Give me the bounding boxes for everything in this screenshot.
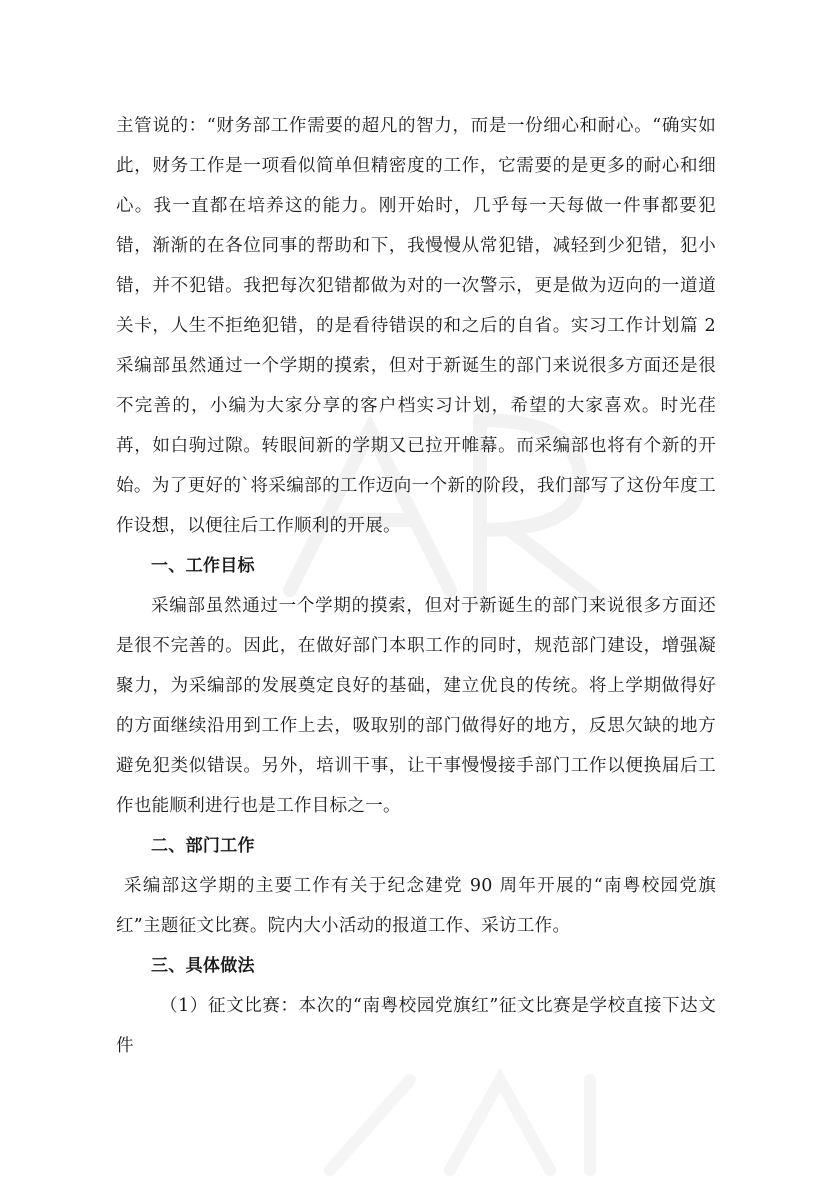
paragraph-department-work: 采编部这学期的主要工作有关于纪念建党 90 周年开展的“南粤校园党旗红”主题征文比赛。院内大小活动的报道工作、采访工作。	[116, 876, 716, 936]
paragraph-work-goals: 采编部虽然通过一个学期的摸索，但对于新诞生的部门来说很多方面还是很不完善的。因此，在做好部门本职工作的同时，规范部门建设，增强凝聚力，为采编部的发展奠定良好的基础，建立优良的传统。将上学期做得好的方面继续沿用到工作上去，吸取别的部门做得好的地方，反思欠缺的地方避免犯类似错误。另外，培训干事，让干事慢慢接手部门工作以便换届后工作也能顺利进行也是工作目标之一。	[116, 596, 716, 816]
heading-work-goals: 一、工作目标	[151, 556, 255, 576]
heading-department-work: 二、部门工作	[151, 836, 255, 856]
paragraph-essay-contest: （1）征文比赛：本次的“南粤校园党旗红”征文比赛是学校直接下达文件	[116, 996, 716, 1056]
heading-specific-methods: 三、具体做法	[151, 956, 255, 976]
document-body	[116, 106, 716, 1066]
paragraph-intro: 主管说的：“财务部工作需要的超凡的智力，而是一份细心和耐心。“确实如此，财务工作是一项看似简单但精密度的工作，它需要的是更多的耐心和细心。我一直都在培养这的能力。刚开始时，几乎每一天每做一件事都要犯错，渐渐的在各位同事的帮助和下，我慢慢从常犯错，减轻到少犯错，犯小错，并不犯错。我把每次犯错都做为对的一次警示，更是做为迈向的一道道关卡，人生不拒绝犯错，的是看待错误的和之后的自省。实习工作计划篇 2 采编部虽然通过一个学期的摸索，但对于新诞生的部门来说很多方面还是很不完善的，小编为大家分享的客户档实习计划，希望的大家喜欢。时光荏苒，如白驹过隙。转眼间新的学期又已拉开帷幕。而采编部也将有个新的开始。为了更好的`将采编部的工作迈向一个新的阶段，我们部写了这份年度工作设想，以便往后工作顺利的开展。	[116, 116, 716, 536]
watermark-logo-bottom	[300, 1060, 660, 1180]
